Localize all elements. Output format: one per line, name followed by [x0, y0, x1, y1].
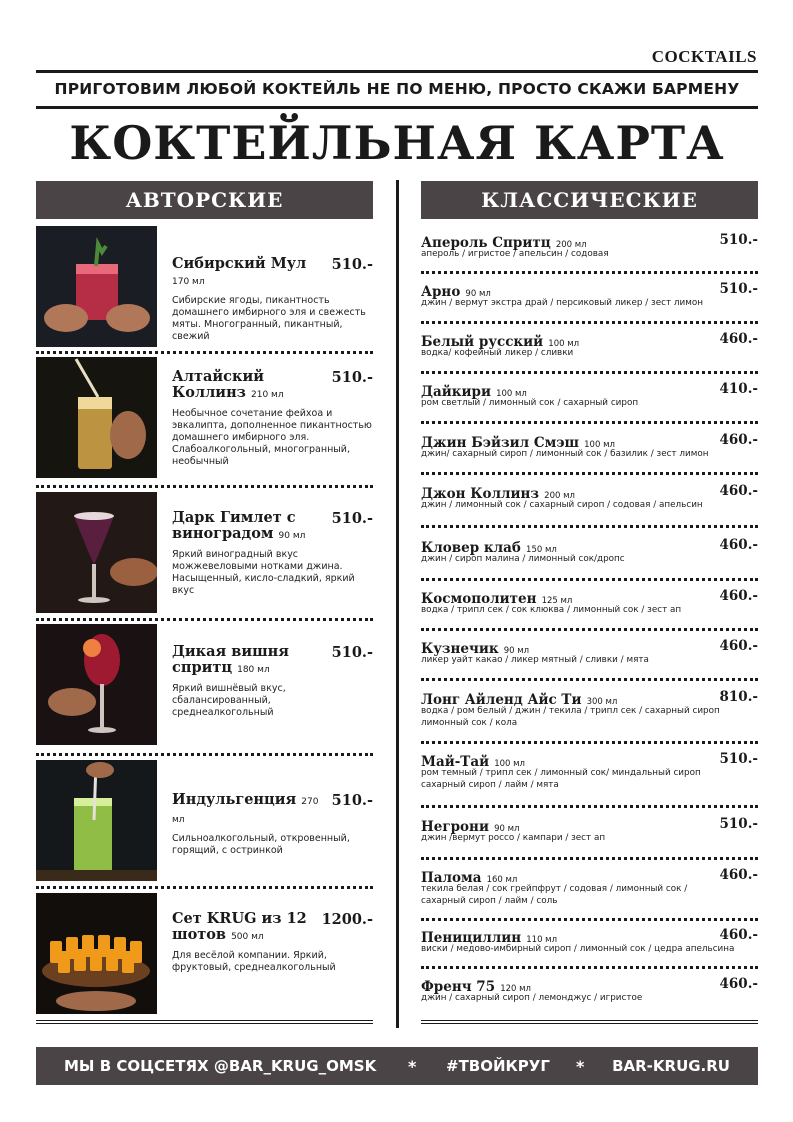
item-price: 510.- [331, 369, 373, 386]
dotted-divider [36, 618, 373, 621]
item-ingredients: лимонный сок / кола [421, 717, 518, 728]
item-name: Сибирский Мул [172, 255, 307, 272]
item-price: 510.- [719, 281, 758, 297]
item-volume: 125 мл [541, 596, 573, 606]
item-price: 510.- [719, 816, 758, 832]
item-description: Необычное сочетание фейхоа и эвкалипта, дополненное пикантностью домашнего имбирного эля. Слабоалкогольный, многогранный, необычный [172, 408, 372, 467]
classic-item [421, 588, 758, 617]
item-name: Негрони [421, 819, 489, 835]
item-price: 460.- [719, 483, 758, 499]
item-price: 460.- [719, 867, 758, 883]
item-ingredients: ликер уайт какао / ликер мятный / сливки / мята [421, 655, 649, 665]
dotted-divider [36, 351, 373, 354]
item-ingredients: джин / лимонный сок / сахарный сироп / содовая / апельсин [421, 500, 703, 510]
item-ingredients: текила белая / сок грейпфрут / содовая / лимонный сок / [421, 884, 688, 894]
column-divider [396, 180, 399, 1028]
item-volume: 300 мл [586, 697, 618, 707]
item-name: Джин Бэйзил Смэш [421, 435, 580, 451]
classic-item [421, 232, 758, 261]
item-price: 510.- [331, 256, 373, 273]
item-volume: 500 мл [231, 932, 264, 942]
classic-item [421, 816, 758, 845]
tagline: ПРИГОТОВИМ ЛЮБОЙ КОКТЕЙЛЬ НЕ ПО МЕНЮ, ПРОСТО СКАЖИ БАРМЕНУ [54, 80, 740, 98]
item-name: Индульгенция [172, 791, 297, 808]
social-handle[interactable]: МЫ В СОЦСЕТЯХ @BAR_KRUG_OMSK [64, 1057, 377, 1075]
cocktail-photo [36, 893, 157, 1014]
item-ingredients: джин/ сахарный сироп / лимонный сок / базилик / зест лимон [421, 449, 709, 459]
item-name: Кловер клаб [421, 540, 521, 556]
item-price: 810.- [719, 689, 758, 705]
classic-item [421, 381, 758, 410]
dotted-divider [421, 371, 758, 374]
item-ingredients: ром светлый / лимонный сок / сахарный сироп [421, 398, 639, 408]
item-volume: 200 мл [544, 491, 575, 501]
dotted-divider [36, 886, 373, 889]
item-description: Сильноалкогольный, откровенный, горящий, с остринкой [172, 833, 350, 856]
item-volume: 100 мл [548, 339, 580, 349]
signature-heading: АВТОРСКИЕ [36, 181, 373, 219]
item-name: Лонг Айленд Айс Ти [421, 692, 582, 708]
classic-item [421, 281, 758, 310]
dotted-divider [36, 485, 373, 488]
classic-heading: КЛАССИЧЕСКИЕ [421, 181, 758, 219]
item-name: Дикая вишня спритц [172, 643, 290, 676]
item-volume: 120 мл [500, 984, 531, 994]
item-volume: 160 мл [486, 875, 518, 885]
item-ingredients: водка / ром белый / джин / текила / трипл сек / сахарный сироп [421, 706, 720, 716]
dotted-divider [421, 271, 758, 274]
item-name: Май-Тай [421, 754, 490, 770]
classic-item [421, 751, 758, 791]
item-name: Кузнечик [421, 641, 499, 657]
dotted-divider [36, 753, 373, 756]
classic-item [421, 537, 758, 566]
item-price: 510.- [331, 510, 373, 527]
dotted-divider [421, 321, 758, 324]
item-description: Яркий вишнёвый вкус, сбалансированный, среднеалкогольный [172, 683, 286, 718]
page-title: КОКТЕЙЛЬНАЯ КАРТА [69, 116, 725, 170]
cocktail-photo [36, 492, 157, 613]
separator-icon: * [408, 1056, 417, 1076]
item-ingredients: водка/ кофейный ликер / сливки [421, 348, 574, 358]
dotted-divider [421, 741, 758, 744]
item-description: Для весёлой компании. Яркий, фруктовый, среднеалкогольный [172, 950, 336, 973]
item-volume: 100 мл [496, 389, 527, 399]
item-name: Пенициллин [421, 930, 522, 946]
cocktail-photo [36, 624, 157, 745]
classic-item [421, 331, 758, 360]
item-price: 510.- [719, 751, 758, 767]
item-volume: 200 мл [555, 240, 587, 250]
cocktail-photo [36, 760, 157, 881]
item-name: Френч 75 [421, 979, 496, 995]
item-description: Яркий виноградный вкус можжевеловыми нотками джина. Насыщенный, кисло-сладкий, яркий вкус [172, 549, 355, 596]
dotted-divider [421, 966, 758, 969]
item-price: 460.- [719, 927, 758, 943]
item-volume: 100 мл [584, 440, 615, 450]
bottom-rule [421, 1020, 758, 1024]
separator-icon: * [576, 1056, 585, 1076]
item-volume: 270 мл [172, 797, 319, 825]
classic-item [421, 483, 758, 512]
item-name: Джон Коллинз [421, 486, 540, 502]
hashtag[interactable]: #ТВОЙКРУГ [446, 1057, 550, 1075]
item-volume: 180 мл [237, 665, 270, 675]
item-volume: 90 мл [278, 531, 306, 541]
item-name: Сет KRUG из 12 шотов [172, 910, 307, 943]
item-volume: 90 мл [494, 824, 520, 834]
item-name: Палома [421, 870, 482, 886]
item-ingredients: водка / трипл сек / сок клюква / лимонный сок / зест ап [421, 605, 682, 615]
item-price: 510.- [331, 792, 373, 809]
section-label: COCKTAILS [651, 47, 757, 66]
classic-item [421, 432, 758, 461]
tagline-rule [36, 106, 758, 109]
dotted-divider [421, 628, 758, 631]
item-volume: 210 мл [251, 390, 284, 400]
item-price: 460.- [719, 537, 758, 553]
dotted-divider [421, 805, 758, 808]
item-volume: 90 мл [503, 646, 530, 656]
item-price: 1200.- [321, 911, 373, 928]
item-name: Алтайский Коллинз [172, 368, 264, 401]
classic-item [421, 867, 758, 907]
dotted-divider [421, 918, 758, 921]
item-price: 510.- [331, 644, 373, 661]
item-volume: 90 мл [465, 289, 491, 299]
item-ingredients: джин /вермут россо / кампари / зест ап [421, 833, 606, 843]
item-name: Апероль Спритц [421, 235, 551, 251]
item-volume: 100 мл [494, 759, 525, 769]
item-price: 460.- [719, 432, 758, 448]
item-name: Космополитен [421, 591, 537, 607]
item-name: Дарк Гимлет с виноградом [172, 509, 296, 542]
item-volume: 150 мл [526, 545, 557, 555]
classic-item [421, 638, 758, 667]
dotted-divider [421, 525, 758, 528]
item-ingredients: джин / вермут экстра драй / персиковый ликер / зест лимон [421, 298, 703, 308]
cocktail-photo [36, 357, 157, 478]
cocktail-photo [36, 226, 157, 347]
item-description: Сибирские ягоды, пикантность домашнего имбирного эля и свежесть мяты. Многогранный, пикантный, свежий [172, 295, 366, 342]
item-name: Белый русский [421, 334, 544, 350]
item-volume: 110 мл [526, 935, 558, 945]
item-price: 510.- [719, 232, 758, 248]
item-ingredients: джин / сироп малина / лимонный сок/дропс [421, 554, 625, 564]
dotted-divider [421, 472, 758, 475]
footer-banner [36, 1047, 758, 1085]
classic-item [421, 927, 758, 956]
item-name: Арно [421, 284, 461, 300]
item-ingredients: апероль / игристое / апельсин / содовая [421, 249, 609, 259]
classic-item [421, 689, 758, 729]
dotted-divider [421, 678, 758, 681]
website-link[interactable]: BAR-KRUG.RU [612, 1057, 730, 1075]
item-ingredients: ром темный / трипл сек / лимонный сок/ миндальный сироп [421, 768, 701, 778]
item-name: Дайкири [421, 384, 491, 400]
dotted-divider [421, 857, 758, 860]
dotted-divider [421, 421, 758, 424]
classic-item [421, 976, 758, 1005]
item-price: 460.- [719, 638, 758, 654]
dotted-divider [421, 578, 758, 581]
bottom-rule [36, 1020, 373, 1024]
item-ingredients: виски / медово-имбирный сироп / лимонный сок / цедра апельсина [421, 944, 735, 954]
item-volume: 170 мл [172, 277, 205, 287]
item-ingredients: джин / сахарный сироп / лемонджус / игристое [421, 993, 643, 1003]
item-price: 460.- [719, 976, 758, 992]
item-price: 410.- [719, 381, 758, 397]
top-rule [36, 70, 758, 73]
item-price: 460.- [719, 588, 758, 604]
item-ingredients: сахарный сироп / лайм / соль [421, 895, 558, 906]
item-ingredients: сахарный сироп / лайм / мята [421, 779, 559, 790]
item-price: 460.- [719, 331, 758, 347]
